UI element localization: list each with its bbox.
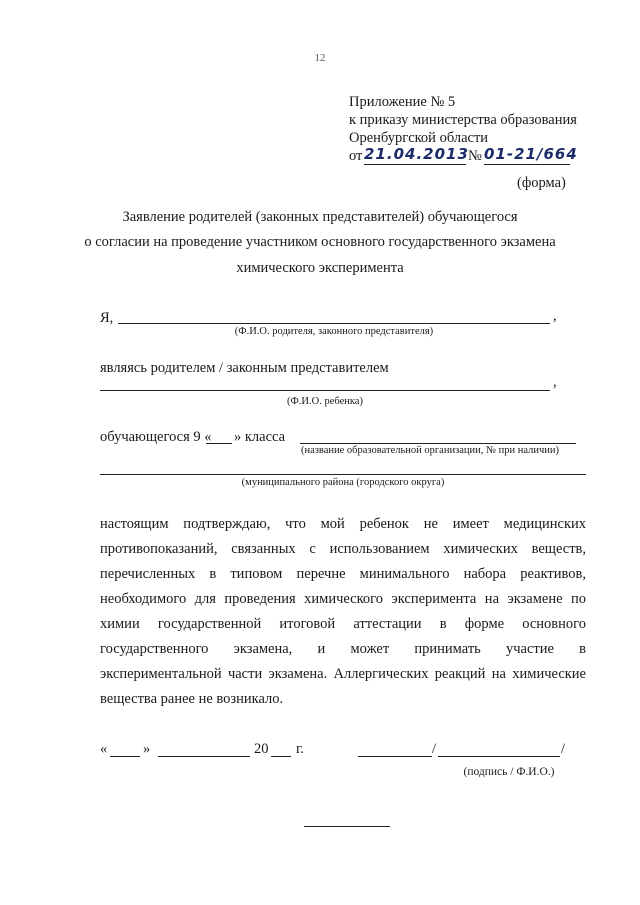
comma-2: , [553,374,557,390]
annex-from-prefix: от [349,148,363,164]
paragraph-line: государственного экзамена, и может принимать участие в [100,641,586,657]
handwritten-number: 01-21/664 [484,145,578,163]
date-close-quote: » [143,741,151,757]
number-underline [484,164,570,165]
title-line-1: Заявление родителей (законных представителей) обучающегося [122,209,518,225]
paragraph-line: настоящим подтверждаю, что мой ребенок не имеет медицинских [100,516,586,532]
district-caption: (муниципального района (городского округа) [241,477,445,488]
paragraph-line: химии государственной итоговой аттестации в форме основного [100,616,586,632]
paragraph-line: противопоказаний, связанных с использованием химических веществ, [100,541,586,557]
child-name-caption: (Ф.И.О. ребенка) [287,396,363,407]
consent-paragraph [100,512,586,712]
student-suffix: » класса [234,429,286,445]
annex-number-prefix: № [468,148,482,164]
grade-letter-field[interactable] [206,443,232,444]
title-line-3: химического эксперимента [236,260,404,276]
paragraph-line: вещества ранее не возникало. [100,691,284,707]
year-suffix: г. [296,741,304,757]
slash-1: / [432,741,437,757]
parent-name-field[interactable] [118,323,550,324]
paragraph-line: необходимого для проведения химического эксперимента на экзамене по [100,591,586,607]
date-open-quote: « [100,741,108,757]
signature-field[interactable] [358,756,432,757]
annex-line-1: Приложение № 5 [349,94,456,110]
year-field[interactable] [271,756,291,757]
i-label: Я, [100,310,114,326]
parent-name-caption: (Ф.И.О. родителя, законного представителя) [234,326,434,337]
annex-line-3: Оренбургской области [349,130,489,146]
paragraph-line: экспериментальной части экзамена. Аллергических реакций на химические [100,666,586,682]
organization-caption: (название образовательной организации, № при наличии) [301,445,559,456]
form-label: (форма) [517,175,566,191]
student-prefix: обучающегося 9 « [100,429,212,445]
month-field[interactable] [158,756,250,757]
page-number: 12 [314,52,326,64]
title-line-2: о согласии на проведение участником основного государственного экзамена [84,234,556,250]
day-field[interactable] [110,756,140,757]
bottom-separator [304,826,390,827]
being-parent-text: являясь родителем / законным представителем [100,360,389,376]
organization-field[interactable] [300,443,576,444]
paragraph-line: перечисленных в типовом перечне минимального набора реактивов, [100,566,586,582]
slash-2: / [561,741,566,757]
comma-1: , [553,308,557,324]
signer-name-field[interactable] [438,756,560,757]
annex-line-2: к приказу министерства образования [349,112,577,128]
district-field[interactable] [100,474,586,475]
signature-caption: (подпись / Ф.И.О.) [463,766,555,778]
child-name-field[interactable] [100,390,550,391]
year-prefix: 20 [254,741,269,757]
date-underline [364,164,466,165]
handwritten-date: 21.04.2013 [364,145,469,163]
